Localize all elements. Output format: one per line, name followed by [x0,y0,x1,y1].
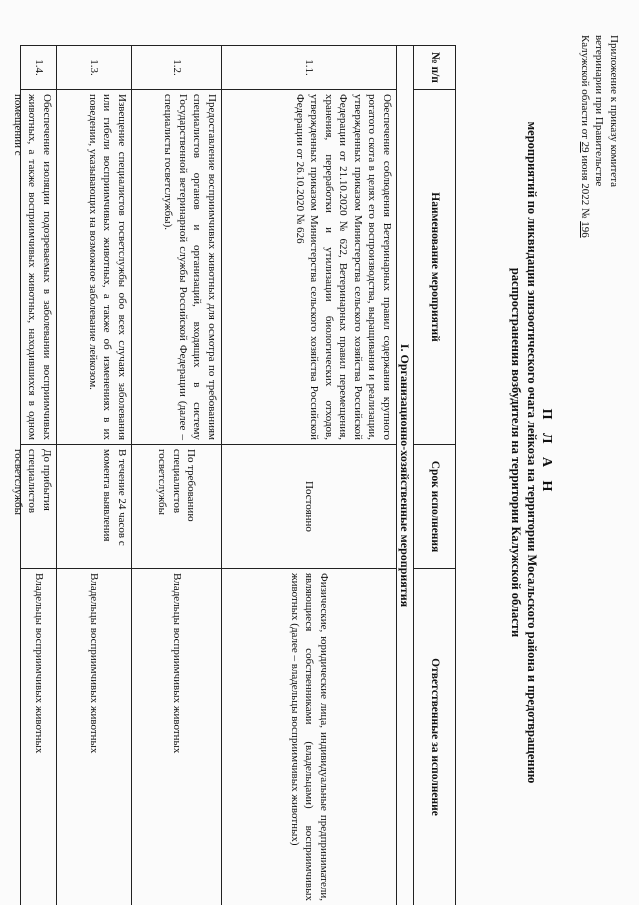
plan-subtitle-line-2: распространения возбудителя на территории Калужской области [509,267,523,638]
header-number: № п/п [413,46,455,90]
row-responsible-text: Владельцы восприимчивых животных [32,573,45,754]
appendix-date-prefix: Калужской области от [579,35,591,142]
row-measure: Извещение специалистов госветслужбы обо всех случаях заболевания или гибели восприимчивых животных, а также об изменениях в их поведении, указывающих на возможное заболевание лейкозом. [56,90,131,445]
table-header-row [413,46,455,905]
row-term: По требованию специалистов госветслужбы [131,445,221,569]
row-number: 1.2. [131,46,221,90]
row-responsible-text: Владельцы восприимчивых животных [88,573,101,754]
appendix-line-3 [578,35,593,265]
row-responsible [20,569,56,905]
measures-table [12,45,456,905]
header-term: Срок исполнения [413,445,455,569]
table-row [12,46,56,905]
row-responsible [221,569,396,905]
row-term: Постоянно [221,445,396,569]
table-row [221,46,396,905]
row-responsible [131,569,221,905]
appendix-line-1: Приложение к приказу комитета [608,35,620,188]
appendix-day: 29 [579,141,591,153]
plan-subtitle-line-1: мероприятий по ликвидации эпизоотического очага лейкоза на территории Мосальского района и предотвращению [525,121,539,784]
header-measure-name: Наименование мероприятий [413,90,455,445]
row-responsible [56,569,131,905]
row-responsible-text: Владельцы восприимчивых животных [170,573,183,754]
appendix-date-mid: июня 2022 № [579,152,591,222]
header-responsible: Ответственные за исполнение [413,569,455,905]
row-number: 1.1. [221,46,396,90]
appendix-header [578,35,622,265]
row-measure: Обеспечение изоляции подозреваемых в заболевании восприимчивых животных, а также восприимчивых животных, находившихся в одном помещении с [20,90,56,445]
section-row [396,46,413,905]
row-term: До прибытия специалистов госветслужбы [20,445,56,569]
table-row [131,46,221,905]
section-title: I. Организационно-хозяйственные мероприятия [396,46,413,905]
row-number: 1.3. [56,46,131,90]
appendix-line-2: ветеринарии при Правительстве [593,35,606,187]
row-number: 1.4. [20,46,56,90]
row-responsible-text: Физические, юридические лица, индивидуальные предприниматели, являющиеся собственниками (владельцами) восприимчивых животных (далее – владельцы восприимчивых животных) [288,573,330,901]
row-term: В течение 24 часов с момента выявления [56,445,131,569]
plan-title: П Л А Н [539,408,554,497]
table-row [56,46,131,905]
row-measure: Предоставление восприимчивых животных для осмотра по требованиям специалистов органов и организаций, входящих в систему Государственной ветеринарной службы Российской Федерации (далее – специалисты госветслужбы). [131,90,221,445]
row-measure: Обеспечение соблюдения Ветеринарных правил содержания крупного рогатого скота в целях его воспроизводства, выращивания и реализации, утвержденных приказом Министерства сельского хозяйства Российской Федерации от 21.10.2020 № 622, Ветеринарных правил перемещения, хранения, переработки и утилизации биологических отходов, утвержденных приказом Министерства сельского хозяйства Российской Федерации от 26.10.2020 № 626 [221,90,396,445]
appendix-number: 196 [579,221,591,238]
